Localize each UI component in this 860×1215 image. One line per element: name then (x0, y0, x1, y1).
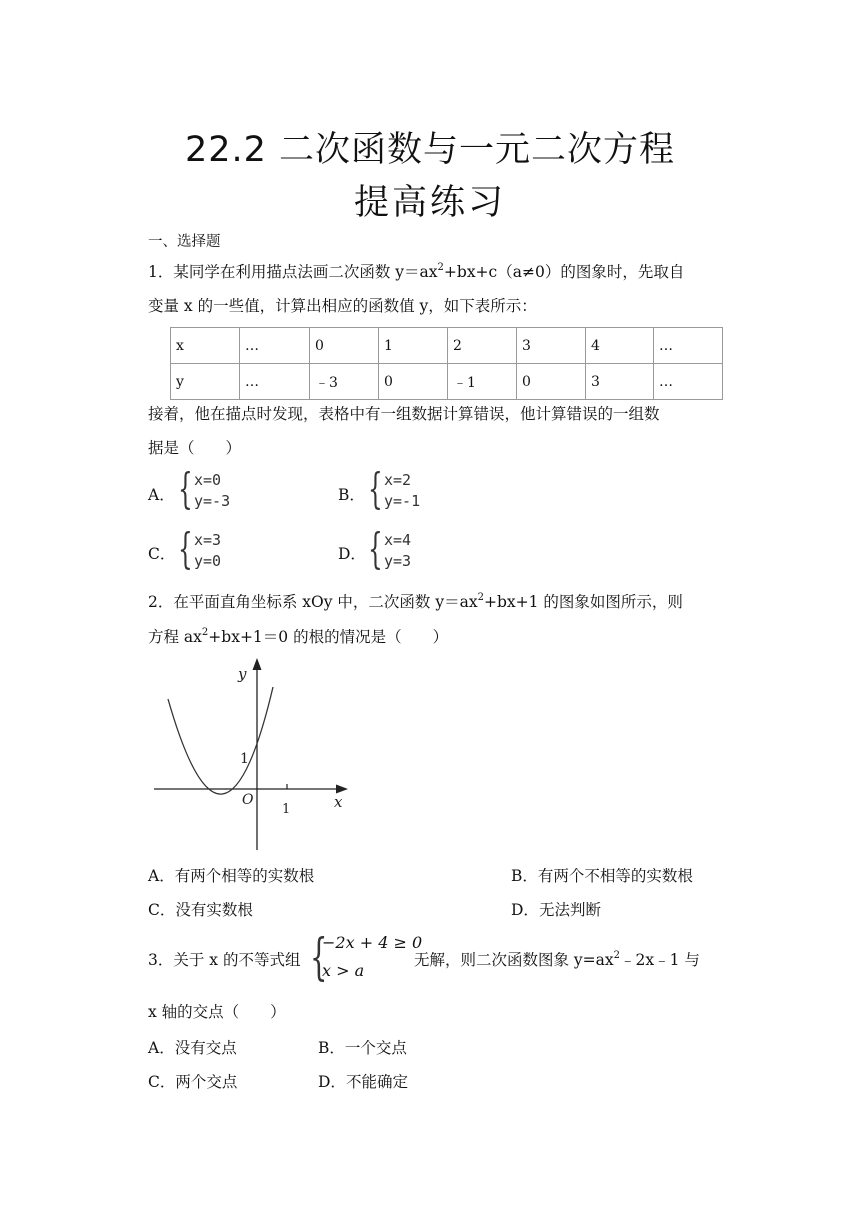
value-table (170, 327, 723, 400)
q3-line-1-pre: 3．关于 x 的不等式组 (148, 951, 301, 969)
q2-option-c[interactable]: C．没有实数根 (148, 901, 253, 919)
table-cell: y (171, 364, 240, 400)
q1-line-4: 据是（ ） (148, 439, 242, 457)
table-cell: 1 (379, 328, 448, 364)
table-cell: 0 (379, 364, 448, 400)
brace-icon: { (178, 464, 193, 513)
brace-icon: { (178, 524, 193, 573)
equation-system: x=2 y=-1 (384, 471, 421, 510)
x-tick-label: 1 (282, 802, 291, 817)
equation-system: x=3 y=0 (194, 531, 222, 570)
q3-option-b[interactable]: B．一个交点 (318, 1039, 407, 1057)
brace-icon: { (368, 524, 383, 573)
q1-line-3: 接着，他在描点时发现，表格中有一组数据计算错误，他计算错误的一组数 (148, 405, 660, 423)
table-cell: 3 (517, 328, 586, 364)
parabola-graph (148, 655, 363, 855)
q3-option-a[interactable]: A．没有交点 (148, 1039, 237, 1057)
page-title: 22.2 二次函数与一元二次方程 (184, 130, 676, 170)
table-cell: 3 (586, 364, 654, 400)
table-cell: … (240, 328, 310, 364)
q1-line-2: 变量 x 的一些值，计算出相应的函数值 y，如下表所示： (148, 297, 537, 315)
table-cell: x (171, 328, 240, 364)
section-heading: 一、选择题 (148, 234, 221, 250)
table-row-x (171, 328, 723, 364)
q3-option-d[interactable]: D．不能确定 (318, 1073, 408, 1091)
q3-line-2: x 轴的交点（ ） (148, 1003, 286, 1021)
table-cell: … (654, 364, 723, 400)
inequality-system: −2x + 4 ≥ 0 x > a (322, 933, 423, 980)
table-cell: ﹣3 (310, 364, 379, 400)
table-cell: 4 (586, 328, 654, 364)
table-cell: 2 (448, 328, 517, 364)
option-label: C． (148, 545, 176, 563)
table-cell: 0 (310, 328, 379, 364)
equation-system: x=4 y=3 (384, 531, 412, 570)
origin-label: O (242, 792, 254, 808)
q2-line-2: 方程 $ax^2+bx+1=0$ 的根的情况是（ ） (148, 626, 449, 646)
table-cell: … (240, 364, 310, 400)
y-tick-label: 1 (240, 751, 249, 767)
q2-option-d[interactable]: D．无法判断 (511, 901, 601, 919)
q3-option-c[interactable]: C．两个交点 (148, 1073, 238, 1091)
q2-option-a[interactable]: A．有两个相等的实数根 (148, 867, 315, 885)
option-label: B． (338, 486, 365, 504)
equation-system: x=0 y=-3 (194, 471, 231, 510)
brace-icon: { (310, 928, 328, 986)
q2-line-1: 2．在平面直角坐标系 xOy 中，二次函数 $y=ax^2+bx+1$ 的图象如图所示，则 (148, 591, 683, 611)
option-label: A． (148, 486, 175, 504)
y-axis-label: y (238, 665, 247, 683)
table-row-y (171, 364, 723, 400)
q3-line-1-post: 无解，则二次函数图象 $y=ax^2﹣2x﹣1$ 与 (414, 949, 700, 969)
y-axis (253, 658, 262, 850)
table-cell: … (654, 328, 723, 364)
option-label: D． (338, 545, 366, 563)
q1-line-1: 1．某同学在利用描点法画二次函数 $y=ax^2+bx+c(a\ne 0)$的图象时，先取自 (148, 261, 685, 281)
q2-option-b[interactable]: B．有两个不相等的实数根 (511, 867, 693, 885)
table-cell: 0 (517, 364, 586, 400)
brace-icon: { (368, 464, 383, 513)
x-axis-label: x (334, 793, 343, 811)
table-cell: ﹣1 (448, 364, 517, 400)
page-subtitle: 提高练习 (353, 183, 506, 223)
